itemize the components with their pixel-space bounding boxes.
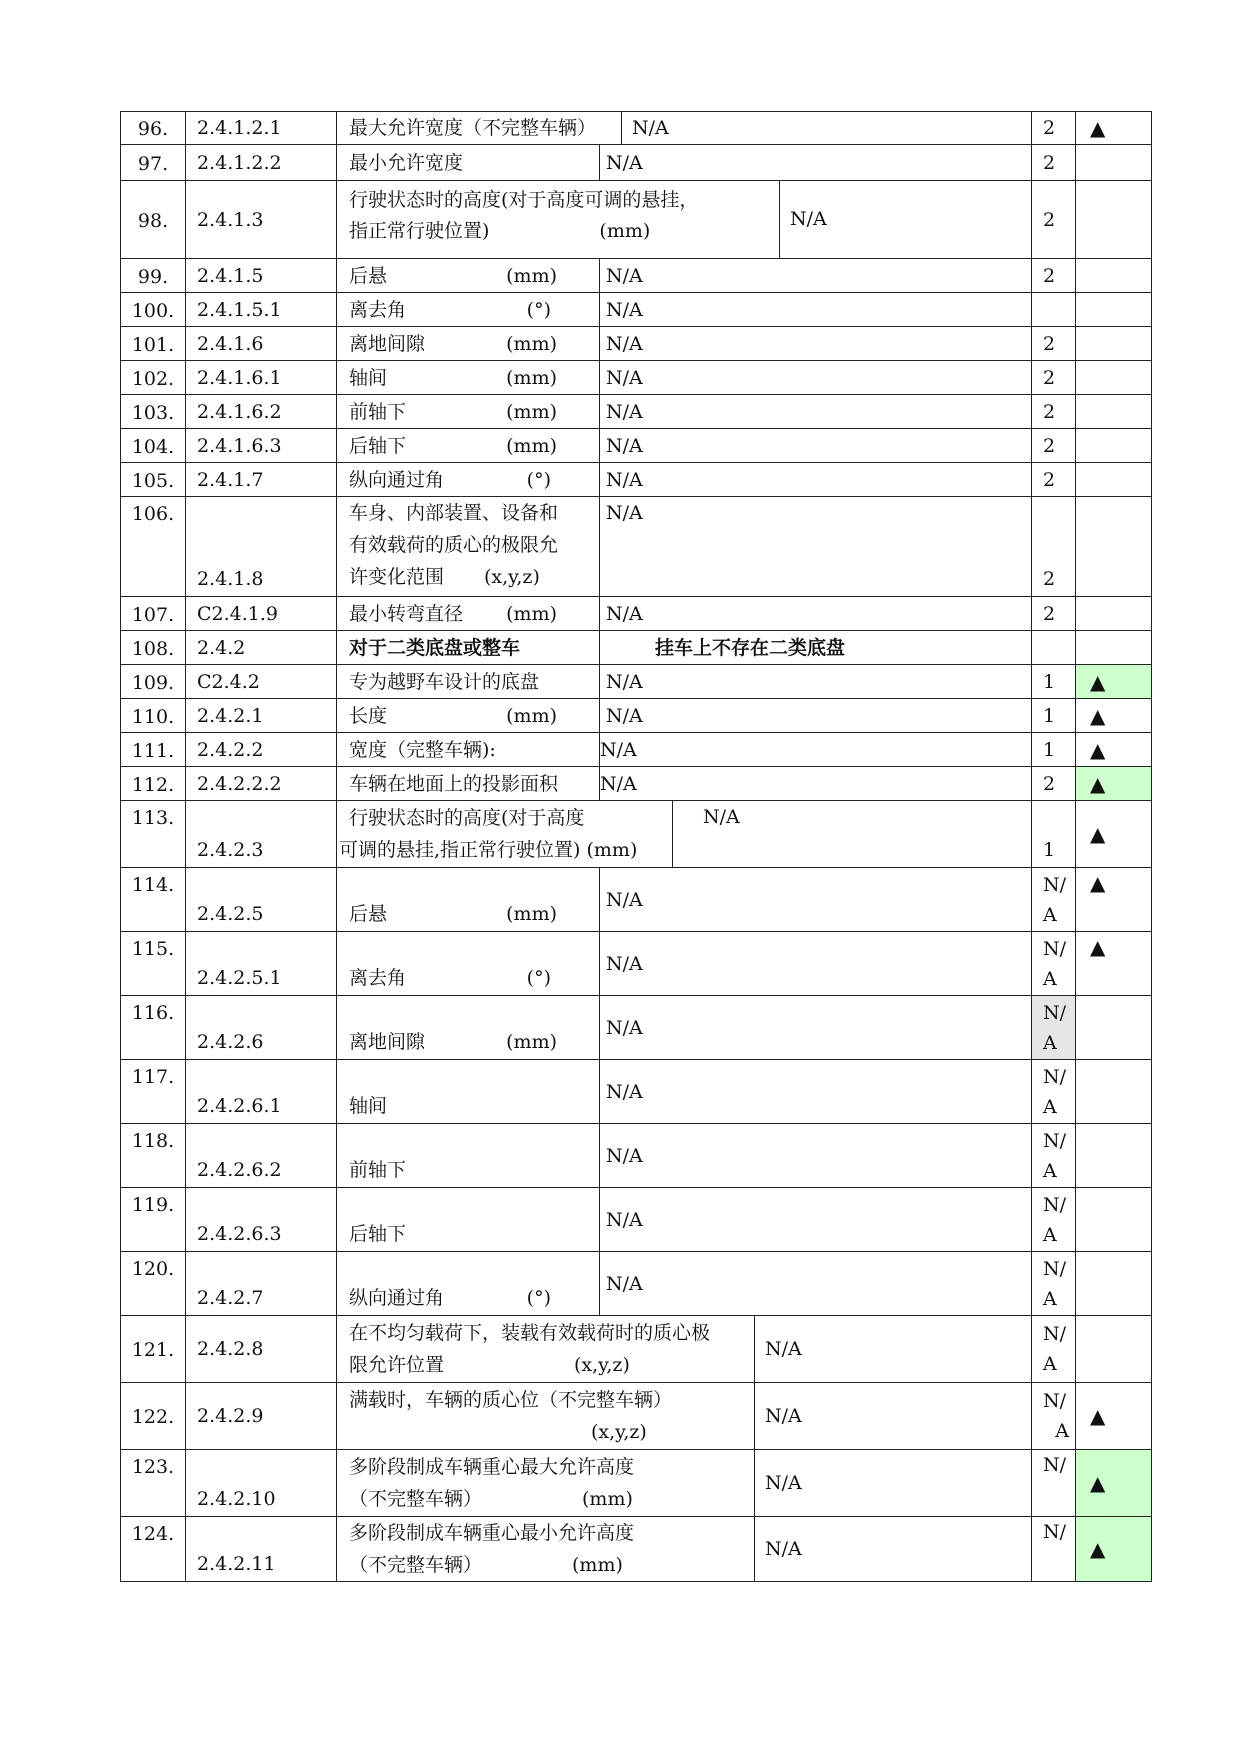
unit-text: (mm): [506, 400, 557, 423]
unit-text: (mm): [506, 434, 557, 457]
unit-text: (mm): [506, 704, 557, 727]
ref-cell: 2.4.1.8: [186, 497, 337, 597]
value-cell: N/A: [600, 1188, 1032, 1252]
level-line: N/: [1043, 1390, 1067, 1412]
value-cell: N/A: [600, 1124, 1032, 1188]
ref-cell: 2.4.2.3: [186, 801, 337, 868]
desc-text: 后悬: [349, 903, 388, 925]
level-cell: 1: [1032, 665, 1076, 699]
table-row: [121, 665, 1152, 699]
level-cell: 2: [1032, 361, 1076, 395]
ref-cell: 2.4.1.2.2: [186, 145, 337, 181]
level-cell: N/: [1032, 1517, 1076, 1582]
desc-cell: [337, 932, 600, 996]
ref-cell: 2.4.1.6.2: [186, 395, 337, 429]
unit-text: (mm): [582, 1488, 633, 1510]
desc-cell: [337, 699, 600, 733]
mark-cell: [1076, 597, 1152, 631]
level-line: A: [1043, 1159, 1057, 1182]
level-cell: N/: [1032, 1450, 1076, 1517]
level-cell: [1032, 293, 1076, 327]
value-cell: N/A: [600, 665, 1032, 699]
mark-cell: [1076, 1188, 1152, 1252]
seq-cell: 124.: [121, 1517, 186, 1582]
mark-cell: ▲: [1076, 1450, 1152, 1517]
desc-value-cell: [337, 1316, 1032, 1383]
mark-cell: [1076, 361, 1152, 395]
value-cell: N/A: [600, 259, 1032, 293]
level-cell: 2: [1032, 259, 1076, 293]
desc-value-cell: [337, 801, 1032, 868]
ref-cell: 2.4.2.6.2: [186, 1124, 337, 1188]
value-cell: N/A: [600, 597, 1032, 631]
section-note: 挂车上不存在二类底盘: [600, 631, 1032, 665]
ref-cell: 2.4.2.5.1: [186, 932, 337, 996]
table-row: [121, 361, 1152, 395]
level-cell: [1032, 1316, 1076, 1383]
seq-cell: 105.: [121, 463, 186, 497]
desc-cell: [337, 429, 600, 463]
seq-cell: 102.: [121, 361, 186, 395]
seq-cell: 118.: [121, 1124, 186, 1188]
level-line: A: [1043, 1095, 1057, 1118]
desc-line: 许变化范围: [349, 566, 445, 588]
desc-line: 可调的悬挂,指正常行驶位置) (mm): [339, 839, 638, 861]
level-cell: 1: [1032, 801, 1076, 868]
value-text: N/A: [765, 1405, 802, 1427]
desc-cell: [337, 996, 600, 1060]
desc-line: 有效载荷的质心的极限允: [349, 534, 559, 556]
level-line: A: [1043, 1287, 1057, 1310]
seq-cell: 110.: [121, 699, 186, 733]
desc-text: 离去角: [349, 298, 407, 321]
mark-cell: ▲: [1076, 1517, 1152, 1582]
mark-cell: [1076, 145, 1152, 181]
level-cell: 2: [1032, 767, 1076, 801]
seq-cell: 109.: [121, 665, 186, 699]
desc-line: 满载时，车辆的质心位（不完整车辆）: [349, 1389, 673, 1411]
table-row: [121, 1060, 1152, 1124]
table-row: [121, 181, 1152, 259]
ref-cell: 2.4.2.7: [186, 1252, 337, 1316]
seq-cell: 101.: [121, 327, 186, 361]
level-line: A: [1055, 1420, 1069, 1442]
unit-text: (x,y,z): [484, 566, 540, 588]
level-cell: [1032, 1383, 1076, 1450]
table-row: [121, 429, 1152, 463]
value-cell: N/A: [600, 1252, 1032, 1316]
desc-text: 纵向通过角: [349, 468, 445, 491]
mark-cell: ▲: [1076, 868, 1152, 932]
level-cell: [1032, 1188, 1076, 1252]
unit-text: (mm): [506, 332, 557, 355]
value-cell: N/A: [600, 932, 1032, 996]
desc-value-cell: [337, 1383, 1032, 1450]
mark-cell: [1076, 259, 1152, 293]
unit-text: (mm): [506, 1031, 557, 1053]
ref-cell: 2.4.2: [186, 631, 337, 665]
seq-cell: 106.: [121, 497, 186, 597]
level-cell: 2: [1032, 145, 1076, 181]
table-row: [121, 395, 1152, 429]
desc-cell: 专为越野车设计的底盘: [337, 665, 600, 699]
desc-line: 多阶段制成车辆重心最大允许高度: [349, 1456, 635, 1478]
seq-cell: 113.: [121, 801, 186, 868]
level-line: A: [1043, 1353, 1057, 1375]
value-cell: N/A: [600, 996, 1032, 1060]
desc-line: 多阶段制成车辆重心最小允许高度: [349, 1522, 635, 1544]
unit-text: (mm): [572, 1554, 623, 1576]
mark-cell: [1076, 293, 1152, 327]
value-cell: N/A: [600, 145, 1032, 181]
ref-cell: 2.4.1.6.3: [186, 429, 337, 463]
level-line: N/: [1043, 1001, 1067, 1024]
ref-cell: 2.4.2.2.2: [186, 767, 337, 801]
desc-text: 长度: [349, 704, 388, 727]
table-row: [121, 767, 1152, 801]
desc-cell: 轴间: [337, 1060, 600, 1124]
value-text: N/A: [632, 117, 669, 139]
mark-cell: ▲: [1076, 932, 1152, 996]
level-cell: [1032, 1252, 1076, 1316]
mark-cell: ▲: [1076, 112, 1152, 145]
desc-line: 在不均匀载荷下，装载有效载荷时的质心极: [349, 1322, 711, 1344]
seq-cell: 116.: [121, 996, 186, 1060]
seq-cell: 117.: [121, 1060, 186, 1124]
mark-cell: [1076, 395, 1152, 429]
desc-text: 轴间: [349, 366, 388, 389]
mark-cell: ▲: [1076, 733, 1152, 767]
seq-cell: 121.: [121, 1316, 186, 1383]
desc-line: 行驶状态时的高度(对于高度: [349, 807, 585, 829]
ref-cell: C2.4.2: [186, 665, 337, 699]
table-row: [121, 1517, 1152, 1582]
desc-text: 最小转弯直径: [349, 602, 464, 625]
desc-cell: 前轴下: [337, 1124, 600, 1188]
desc-text: 最大允许宽度（不完整车辆）: [337, 112, 622, 144]
value-cell: N/A: [600, 361, 1032, 395]
desc-line: 指正常行驶位置): [349, 220, 490, 242]
level-line: A: [1043, 903, 1057, 926]
mark-cell: [1076, 463, 1152, 497]
level-cell: 2: [1032, 112, 1076, 145]
level-line: A: [1043, 967, 1057, 990]
level-cell: [1032, 932, 1076, 996]
unit-text: (x,y,z): [574, 1354, 630, 1376]
level-cell: 2: [1032, 463, 1076, 497]
seq-cell: 112.: [121, 767, 186, 801]
desc-line: （不完整车辆）: [349, 1488, 483, 1510]
unit-text: (°): [526, 298, 551, 321]
desc-value-cell: [337, 1450, 1032, 1517]
desc-cell: [337, 1252, 600, 1316]
unit-text: (°): [526, 967, 551, 989]
desc-line: 行驶状态时的高度(对于高度可调的悬挂，: [349, 189, 699, 211]
ref-cell: 2.4.1.7: [186, 463, 337, 497]
desc-cell: [337, 293, 600, 327]
table-row: [121, 631, 1152, 665]
value-cell: N/A: [600, 868, 1032, 932]
mark-cell: [1076, 497, 1152, 597]
unit-text: (mm): [506, 903, 557, 925]
ref-cell: 2.4.2.9: [186, 1383, 337, 1450]
desc-text: 后悬: [349, 264, 388, 287]
mark-cell: [1076, 631, 1152, 665]
value-cell: N/A: [600, 327, 1032, 361]
value-cell: N/A: [600, 1060, 1032, 1124]
value-cell: N/A: [600, 395, 1032, 429]
desc-cell: [337, 361, 600, 395]
mark-cell: ▲: [1076, 767, 1152, 801]
level-cell: 2: [1032, 429, 1076, 463]
ref-cell: 2.4.2.5: [186, 868, 337, 932]
ref-cell: 2.4.1.3: [186, 181, 337, 259]
mark-cell: ▲: [1076, 801, 1152, 868]
level-cell: 2: [1032, 497, 1076, 597]
value-text: N/A: [765, 1538, 802, 1560]
desc-cell: [337, 463, 600, 497]
ref-cell: 2.4.2.8: [186, 1316, 337, 1383]
desc-cell: [337, 395, 600, 429]
desc-cell: 后轴下: [337, 1188, 600, 1252]
mark-cell: [1076, 996, 1152, 1060]
desc-cell: [337, 597, 600, 631]
table-row: [121, 497, 1152, 597]
level-cell: [1032, 1060, 1076, 1124]
unit-text: (°): [526, 468, 551, 491]
mark-cell: [1076, 327, 1152, 361]
level-cell: 2: [1032, 597, 1076, 631]
unit-text: (mm): [506, 264, 557, 287]
seq-cell: 107.: [121, 597, 186, 631]
desc-value-cell: [337, 181, 1032, 259]
ref-cell: 2.4.1.6.1: [186, 361, 337, 395]
value-cell: N/A: [600, 497, 1032, 597]
desc-cell: [337, 868, 600, 932]
level-line: N/: [1043, 873, 1067, 896]
level-cell: [1032, 631, 1076, 665]
mark-cell: [1076, 1316, 1152, 1383]
ref-cell: C2.4.1.9: [186, 597, 337, 631]
mark-cell: [1076, 1124, 1152, 1188]
ref-cell: 2.4.2.6: [186, 996, 337, 1060]
table-row: [121, 259, 1152, 293]
value-cell: N/A: [600, 463, 1032, 497]
ref-cell: 2.4.1.2.1: [186, 112, 337, 145]
level-line: A: [1043, 1031, 1057, 1054]
level-line: N/: [1043, 1323, 1067, 1345]
desc-text: 离去角: [349, 967, 407, 989]
table-row: [121, 996, 1152, 1060]
level-cell: 2: [1032, 327, 1076, 361]
desc-cell: [337, 497, 600, 597]
desc-line: （不完整车辆）: [349, 1554, 483, 1576]
desc-text: 纵向通过角: [349, 1287, 445, 1309]
desc-cell: 最小允许宽度: [337, 145, 600, 181]
desc-line: 限允许位置: [349, 1354, 445, 1376]
desc-text: 后轴下: [349, 434, 407, 457]
seq-cell: 108.: [121, 631, 186, 665]
value-cell: N/A: [600, 699, 1032, 733]
value-cell: N/A: [600, 767, 1032, 801]
level-line: N/: [1043, 1193, 1067, 1216]
desc-value-cell: [337, 112, 1032, 145]
table-row: [121, 327, 1152, 361]
table-row: [121, 1188, 1152, 1252]
level-cell: 1: [1032, 733, 1076, 767]
table-row: [121, 1252, 1152, 1316]
desc-cell: 宽度（完整车辆):: [337, 733, 600, 767]
level-cell: [1032, 996, 1076, 1060]
mark-cell: ▲: [1076, 1383, 1152, 1450]
level-line: N/: [1043, 1257, 1067, 1280]
level-line: N/: [1043, 937, 1067, 960]
value-cell: N/A: [600, 429, 1032, 463]
value-text: N/A: [765, 1338, 802, 1360]
value-text: N/A: [765, 1472, 802, 1494]
ref-cell: 2.4.2.11: [186, 1517, 337, 1582]
mark-cell: [1076, 1060, 1152, 1124]
table-row: [121, 112, 1152, 145]
seq-cell: 123.: [121, 1450, 186, 1517]
level-cell: [1032, 1124, 1076, 1188]
ref-cell: 2.4.1.5: [186, 259, 337, 293]
seq-cell: 103.: [121, 395, 186, 429]
level-cell: [1032, 868, 1076, 932]
value-cell: N/A: [600, 733, 1032, 767]
seq-cell: 122.: [121, 1383, 186, 1450]
value-cell: N/A: [600, 293, 1032, 327]
mark-cell: [1076, 429, 1152, 463]
level-line: N/: [1043, 1129, 1067, 1152]
table-row: [121, 293, 1152, 327]
seq-cell: 96.: [121, 112, 186, 145]
desc-cell: [337, 259, 600, 293]
desc-text: 离地间隙: [349, 1031, 426, 1053]
level-line: A: [1043, 1223, 1057, 1246]
ref-cell: 2.4.1.6: [186, 327, 337, 361]
table-row: [121, 1124, 1152, 1188]
ref-cell: 2.4.2.1: [186, 699, 337, 733]
unit-text: (mm): [506, 602, 557, 625]
table-row: [121, 1450, 1152, 1517]
seq-cell: 119.: [121, 1188, 186, 1252]
value-text: N/A: [703, 806, 740, 828]
level-line: N/: [1043, 1065, 1067, 1088]
table-row: [121, 597, 1152, 631]
unit-text: (mm): [599, 220, 651, 242]
desc-value-cell: [337, 1517, 1032, 1582]
table-row: [121, 801, 1152, 868]
desc-text: 前轴下: [349, 400, 407, 423]
table-row: [121, 932, 1152, 996]
seq-cell: 120.: [121, 1252, 186, 1316]
table-row: [121, 733, 1152, 767]
mark-cell: ▲: [1076, 665, 1152, 699]
seq-cell: 114.: [121, 868, 186, 932]
unit-text: (°): [526, 1287, 551, 1309]
desc-text: 离地间隙: [349, 332, 426, 355]
seq-cell: 99.: [121, 259, 186, 293]
level-cell: 2: [1032, 395, 1076, 429]
ref-cell: 2.4.2.6.3: [186, 1188, 337, 1252]
seq-cell: 97.: [121, 145, 186, 181]
mark-cell: [1076, 1252, 1152, 1316]
value-text: N/A: [790, 208, 827, 230]
desc-cell: 车辆在地面上的投影面积: [337, 767, 600, 801]
table-row: [121, 145, 1152, 181]
seq-cell: 111.: [121, 733, 186, 767]
desc-cell: [337, 327, 600, 361]
ref-cell: 2.4.2.6.1: [186, 1060, 337, 1124]
ref-cell: 2.4.2.2: [186, 733, 337, 767]
mark-cell: ▲: [1076, 699, 1152, 733]
section-heading: 对于二类底盘或整车: [337, 631, 600, 665]
table-row: [121, 1316, 1152, 1383]
seq-cell: 115.: [121, 932, 186, 996]
unit-text: (x,y,z): [591, 1421, 647, 1443]
mark-cell: [1076, 181, 1152, 259]
table-row: [121, 463, 1152, 497]
ref-cell: 2.4.1.5.1: [186, 293, 337, 327]
level-cell: 2: [1032, 181, 1076, 259]
unit-text: (mm): [506, 366, 557, 389]
table-row: [121, 1383, 1152, 1450]
table-row: [121, 868, 1152, 932]
ref-cell: 2.4.2.10: [186, 1450, 337, 1517]
spec-table: [120, 111, 1152, 1582]
table-row: [121, 699, 1152, 733]
seq-cell: 104.: [121, 429, 186, 463]
desc-line: 车身、内部装置、设备和: [349, 502, 559, 524]
seq-cell: 98.: [121, 181, 186, 259]
level-cell: 1: [1032, 699, 1076, 733]
seq-cell: 100.: [121, 293, 186, 327]
